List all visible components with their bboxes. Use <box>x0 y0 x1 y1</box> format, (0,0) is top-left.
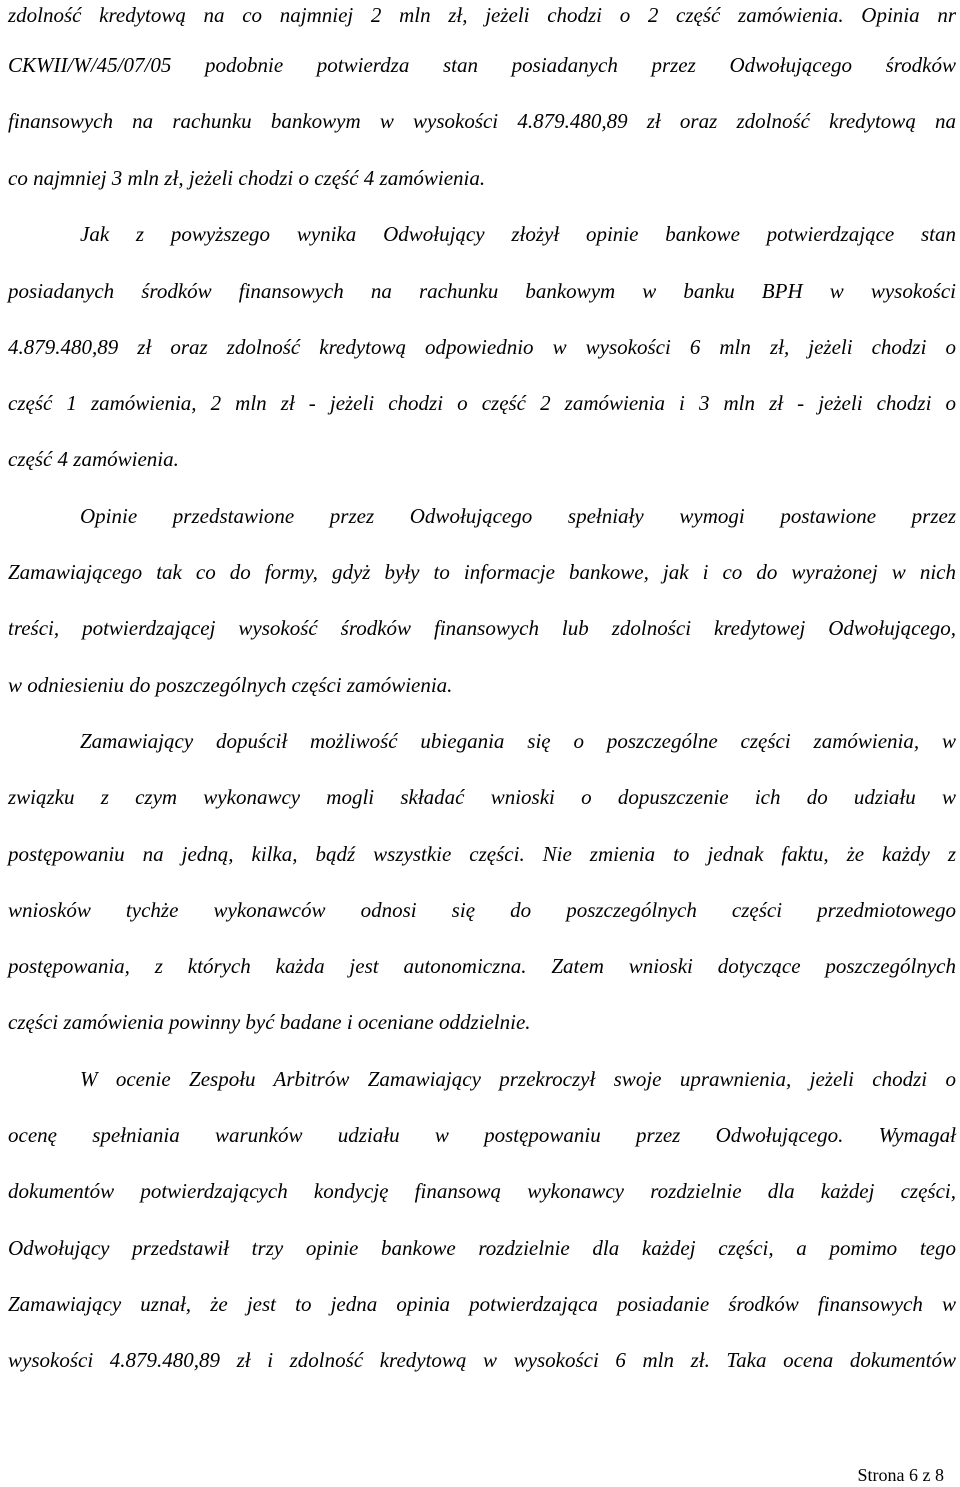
text-line: finansowych na rachunku bankowym w wysokości 4.879.480,89 zł oraz zdolność kredytową na <box>8 109 956 133</box>
text-line: posiadanych środków finansowych na rachunku bankowym w banku BPH w wysokości <box>8 279 956 303</box>
text-line: ocenę spełniania warunków udziału w postępowaniu przez Odwołującego. Wymagał <box>8 1123 956 1147</box>
text-line: 4.879.480,89 zł oraz zdolność kredytową odpowiednio w wysokości 6 mln zł, jeżeli chodzi o <box>8 335 956 359</box>
paragraph-first-line: W ocenie Zespołu Arbitrów Zamawiający przekroczył swoje uprawnienia, jeżeli chodzi o <box>80 1067 956 1091</box>
text-line: postępowaniu na jedną, kilka, bądź wszystkie części. Nie zmienia to jednak faktu, że każdy z <box>8 842 956 866</box>
text-line: dokumentów potwierdzających kondycję finansową wykonawcy rozdzielnie dla każdej części, <box>8 1179 956 1203</box>
text-line: Zamawiający uznał, że jest to jedna opinia potwierdzająca posiadanie środków finansowych w <box>8 1292 956 1316</box>
text-line: część 4 zamówienia. <box>8 447 179 471</box>
text-line: części zamówienia powinny być badane i oceniane oddzielnie. <box>8 1010 531 1034</box>
text-line: CKWII/W/45/07/05 podobnie potwierdza stan posiadanych przez Odwołującego środków <box>8 53 956 77</box>
text-line: co najmniej 3 mln zł, jeżeli chodzi o część 4 zamówienia. <box>8 166 486 190</box>
text-line: Zamawiającego tak co do formy, gdyż były to informacje bankowe, jak i co do wyrażonej w nich <box>8 560 956 584</box>
text-line: postępowania, z których każda jest autonomiczna. Zatem wnioski dotyczące poszczególnych <box>8 954 956 978</box>
text-line: wniosków tychże wykonawców odnosi się do poszczególnych części przedmiotowego <box>8 898 956 922</box>
text-line: Odwołujący przedstawił trzy opinie bankowe rozdzielnie dla każdej części, a pomimo tego <box>8 1236 956 1260</box>
paragraph-first-line: Opinie przedstawione przez Odwołującego spełniały wymogi postawione przez <box>80 504 956 528</box>
text-line: zdolność kredytową na co najmniej 2 mln zł, jeżeli chodzi o 2 część zamówienia. Opinia nr <box>8 3 956 27</box>
text-line: w odniesieniu do poszczególnych części zamówienia. <box>8 673 453 697</box>
text-line: wysokości 4.879.480,89 zł i zdolność kredytową w wysokości 6 mln zł. Taka ocena dokumentów <box>8 1348 956 1372</box>
text-line: część 1 zamówienia, 2 mln zł - jeżeli chodzi o część 2 zamówienia i 3 mln zł - jeżeli chodzi o <box>8 391 956 415</box>
page-number: Strona 6 z 8 <box>857 1465 944 1485</box>
text-line: treści, potwierdzającej wysokość środków finansowych lub zdolności kredytowej Odwołującego, <box>8 616 956 640</box>
text-line: związku z czym wykonawcy mogli składać wnioski o dopuszczenie ich do udziału w <box>8 785 956 809</box>
paragraph-first-line: Zamawiający dopuścił możliwość ubiegania się o poszczególne części zamówienia, w <box>80 729 956 753</box>
paragraph-first-line: Jak z powyższego wynika Odwołujący złożył opinie bankowe potwierdzające stan <box>80 222 956 246</box>
